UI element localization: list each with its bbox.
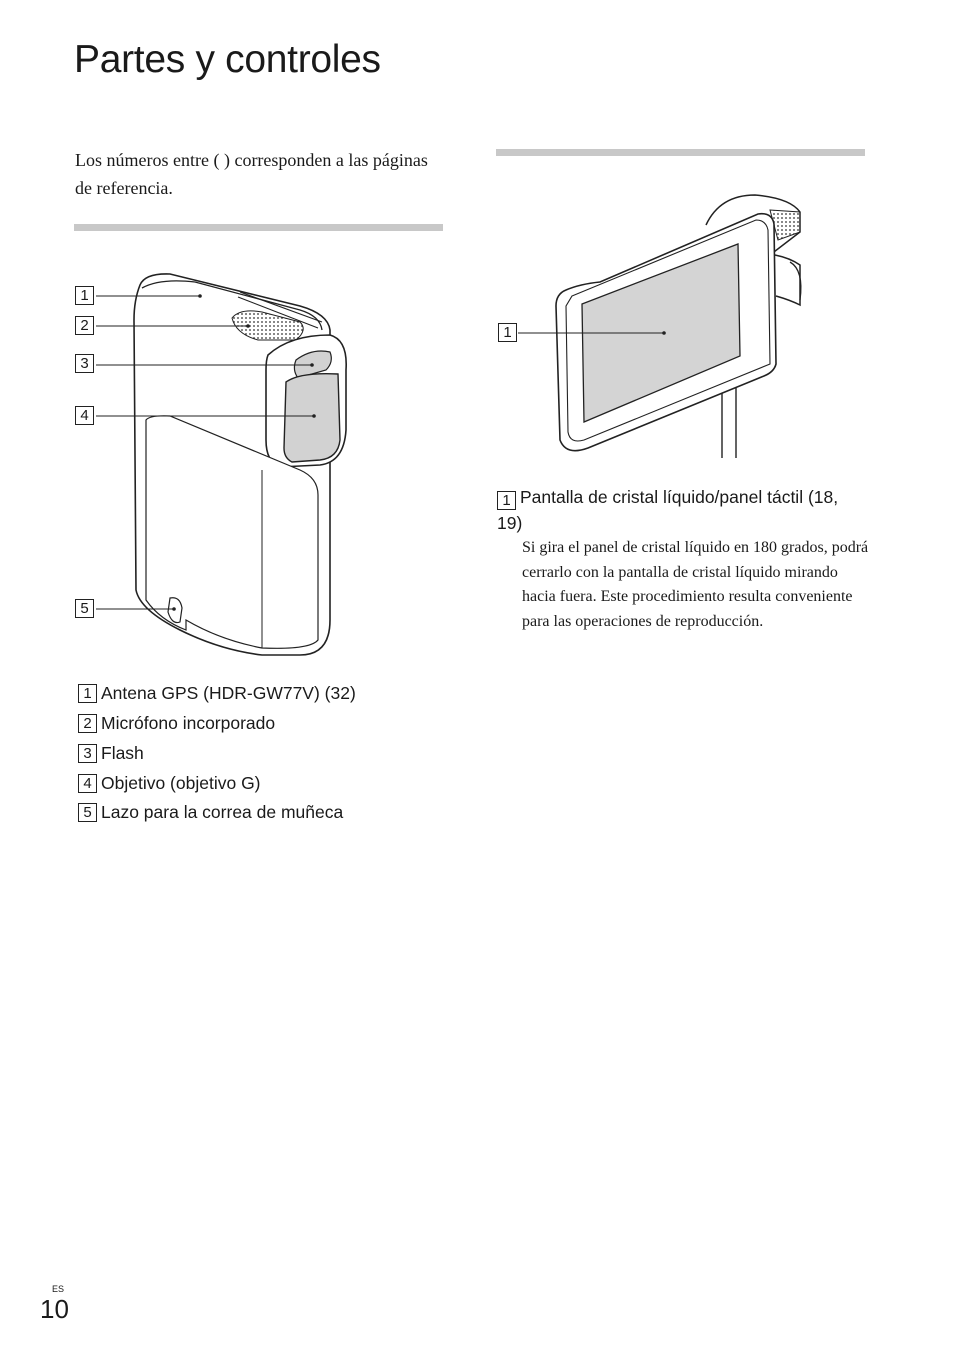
list-item [78, 742, 144, 764]
list-item-number: 5 [78, 803, 97, 822]
lcd-callout-1: 1 [498, 323, 517, 342]
lcd-list-item [497, 484, 867, 536]
list-item-label: Antena GPS (HDR-GW77V) (32) [101, 682, 356, 703]
list-item [78, 712, 275, 734]
list-item-label: Lazo para la correa de muñeca [101, 801, 344, 822]
callout-1: 1 [75, 286, 94, 305]
list-item-label: Micrófono incorporado [101, 712, 276, 733]
list-item [78, 772, 261, 794]
list-item-number: 4 [78, 774, 97, 793]
list-item-label: Flash [101, 742, 144, 763]
callout-4: 4 [75, 406, 94, 425]
list-item-number: 2 [78, 714, 97, 733]
page-number: 10 [40, 1294, 69, 1324]
lcd-item-label: Pantalla de cristal líquido/panel táctil (18, 19) [497, 487, 839, 533]
list-item [78, 682, 356, 704]
list-item-number: 1 [78, 684, 97, 703]
list-item [78, 801, 343, 823]
list-item-number: 3 [78, 744, 97, 763]
lcd-item-description: Si gira el panel de cristal líquido en 180 grados, podrá cerrarlo con la pantalla de cristal líquido mirando hacia fuera. Este procedimiento resulta conveniente para las operaciones de reproducción. [522, 539, 869, 630]
callout-3: 3 [75, 354, 94, 373]
intro-text: Los números entre ( ) corresponden a las páginas de referencia. [75, 150, 428, 198]
callout-5: 5 [75, 599, 94, 618]
list-item-label: Objetivo (objetivo G) [101, 772, 261, 793]
language-code: ES [52, 1284, 65, 1294]
callout-2: 2 [75, 316, 94, 335]
page-title: Partes y controles [74, 38, 381, 81]
list-item-number: 1 [497, 491, 516, 510]
